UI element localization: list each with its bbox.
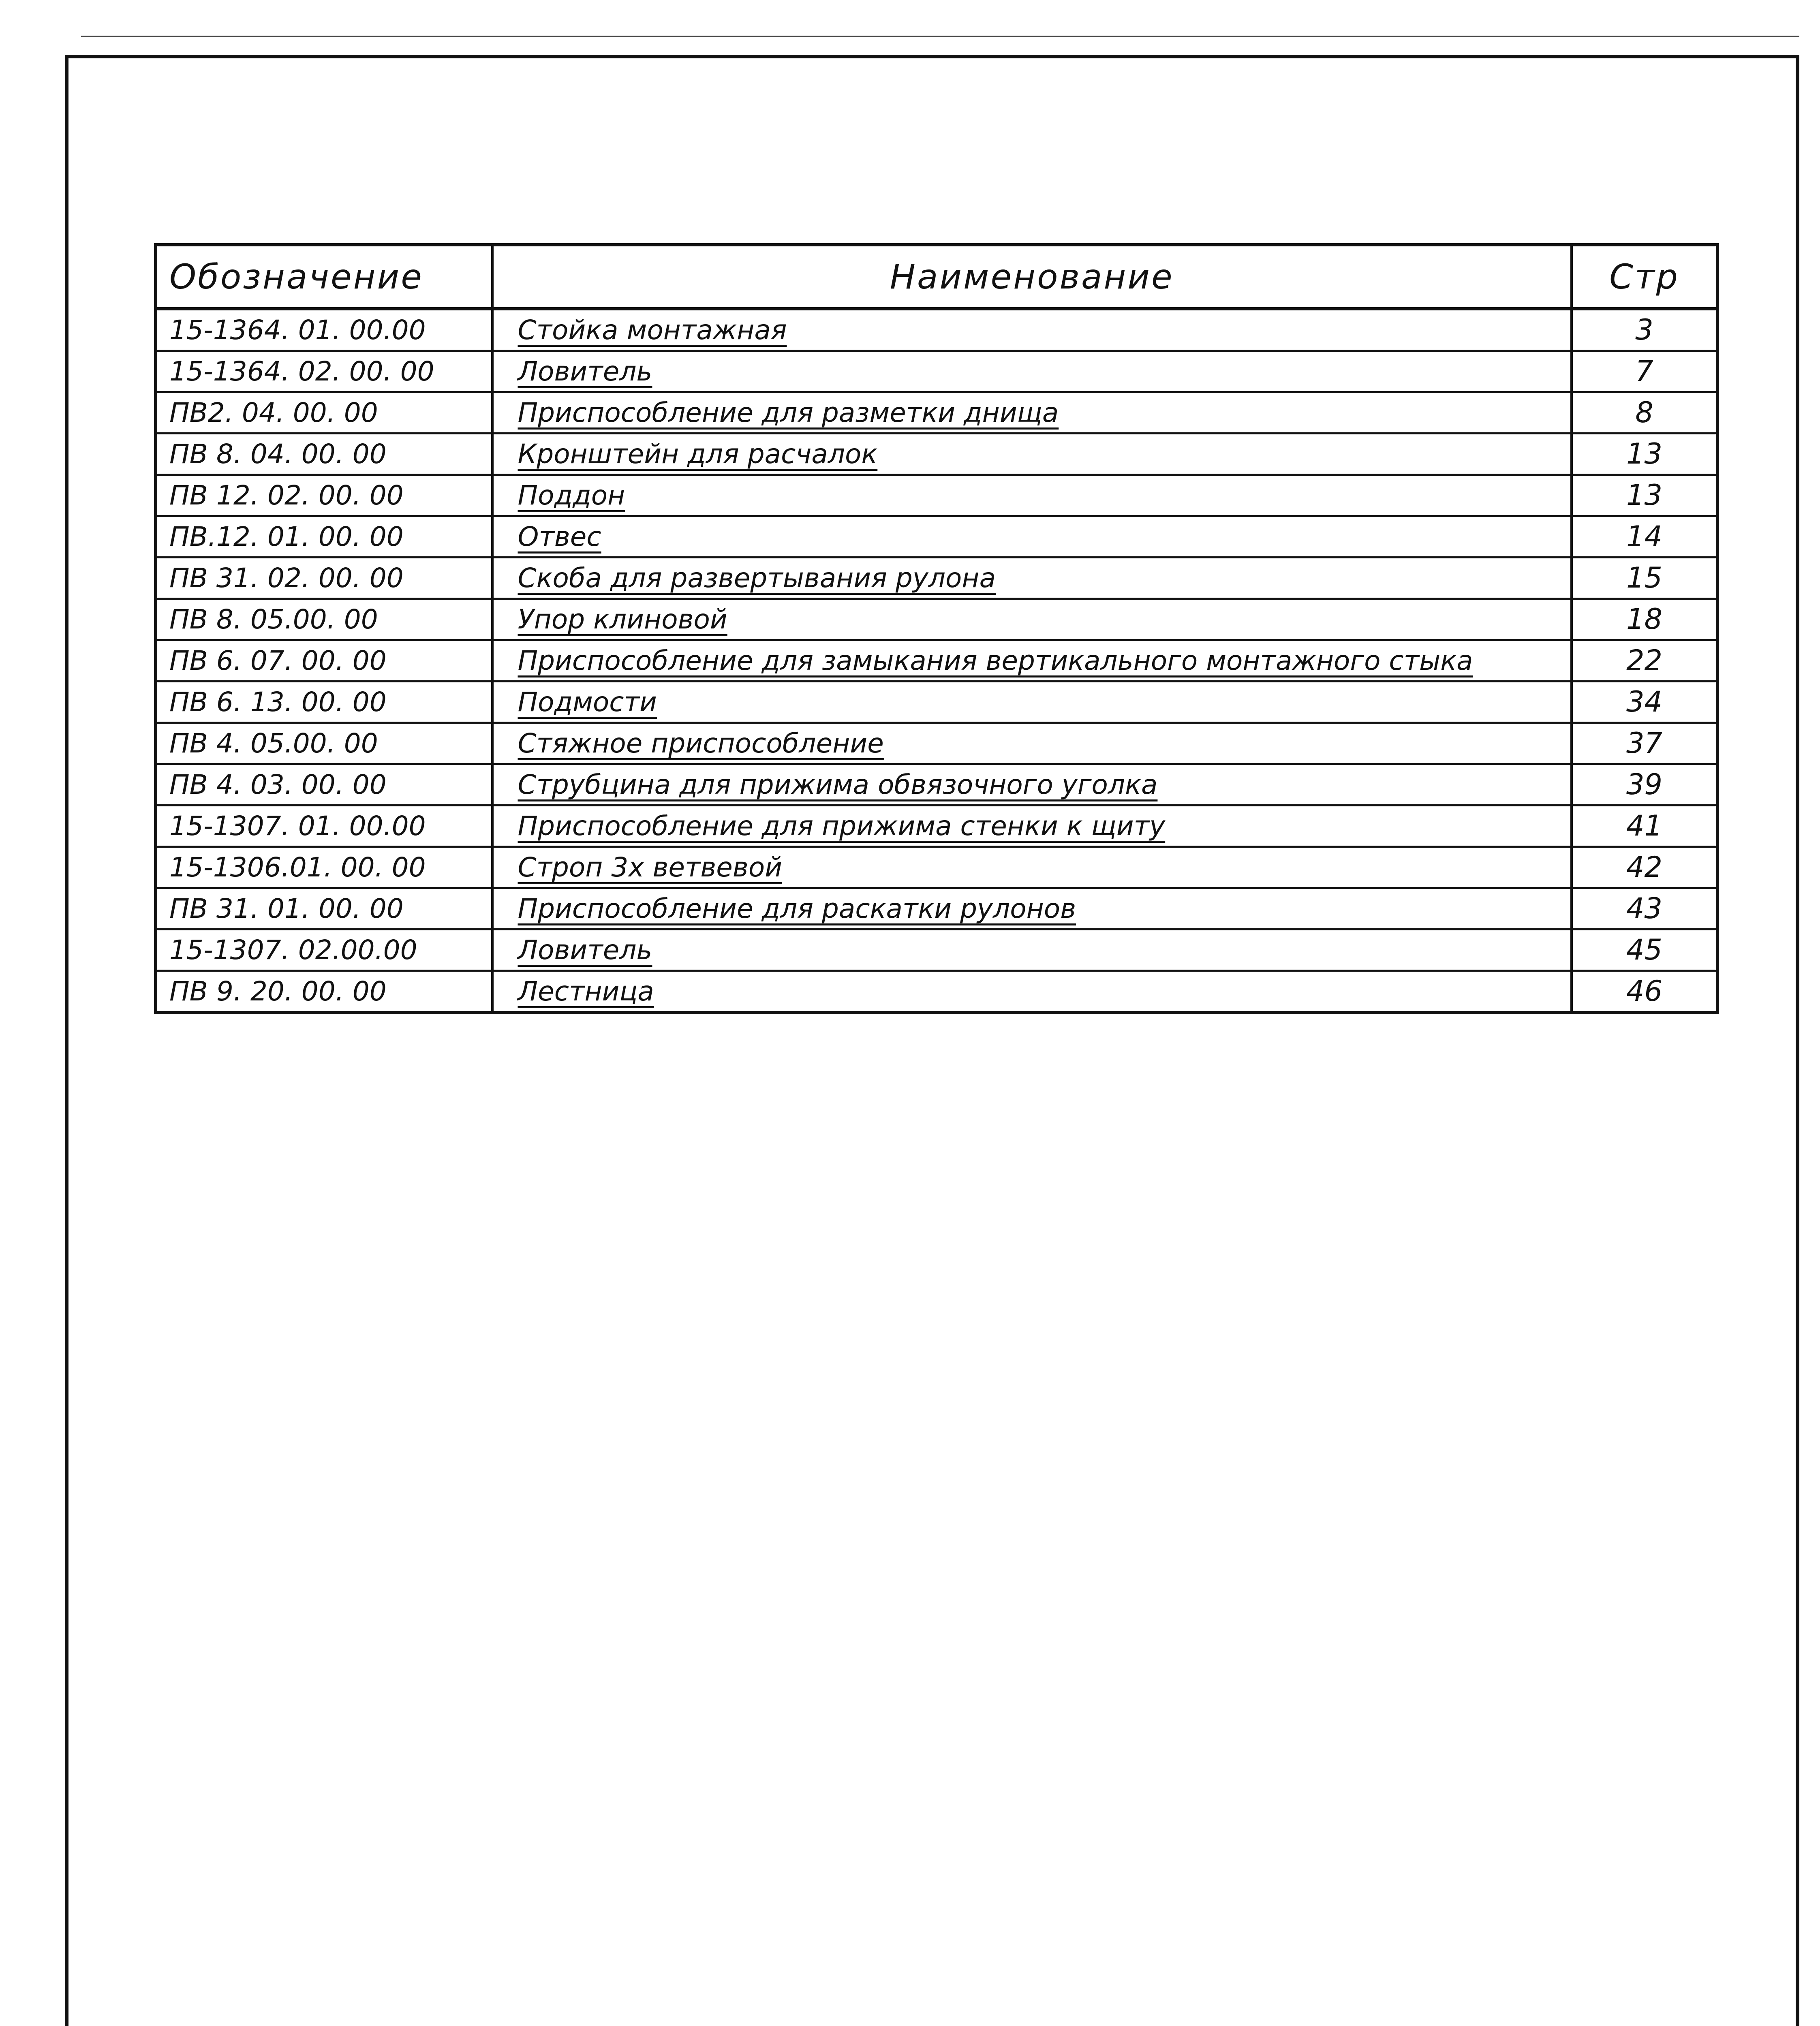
- header-name: Наименование: [492, 245, 1572, 309]
- row-name-cell: [492, 888, 1572, 930]
- table-row: [156, 764, 1717, 806]
- table-row: [156, 434, 1717, 475]
- row-name-cell: [492, 351, 1572, 392]
- table-header-row: [156, 245, 1717, 309]
- row-name-cell: [492, 392, 1572, 434]
- table-row: [156, 392, 1717, 434]
- table-row: [156, 309, 1717, 351]
- row-code: 15-1364. 02. 00. 00: [156, 351, 492, 392]
- row-name-cell: [492, 309, 1572, 351]
- row-name: Струбцина для прижима обвязочного уголка: [518, 769, 1158, 800]
- table-row: [156, 806, 1717, 847]
- table-row: [156, 599, 1717, 640]
- row-name: Приспособление для замыкания вертикального монтажного стыка: [518, 645, 1473, 676]
- row-page: 15: [1572, 558, 1717, 599]
- row-page: 41: [1572, 806, 1717, 847]
- header-code: Обозначение: [156, 245, 492, 309]
- row-name: Стойка монтажная: [518, 314, 787, 346]
- row-page: 7: [1572, 351, 1717, 392]
- row-code: ПВ 6. 13. 00. 00: [156, 682, 492, 723]
- row-page: 13: [1572, 434, 1717, 475]
- row-code: ПВ 6. 07. 00. 00: [156, 640, 492, 682]
- row-code: 15-1307. 02.00.00: [156, 930, 492, 971]
- row-name-cell: [492, 847, 1572, 888]
- row-name: Поддон: [518, 480, 625, 511]
- contents-table: [154, 243, 1719, 1014]
- table-row: [156, 930, 1717, 971]
- row-page: 37: [1572, 723, 1717, 764]
- row-code: ПВ 31. 02. 00. 00: [156, 558, 492, 599]
- row-name-cell: [492, 930, 1572, 971]
- row-name: Кронштейн для расчалок: [518, 438, 878, 470]
- header-page: Стр: [1572, 245, 1717, 309]
- row-name: Стяжное приспособление: [518, 728, 884, 759]
- row-page: 39: [1572, 764, 1717, 806]
- row-page: 22: [1572, 640, 1717, 682]
- row-name-cell: [492, 475, 1572, 516]
- row-page: 13: [1572, 475, 1717, 516]
- row-name: Отвес: [518, 521, 601, 552]
- row-page: 43: [1572, 888, 1717, 930]
- row-name: Приспособление для прижима стенки к щиту: [518, 810, 1166, 842]
- row-code: 15-1306.01. 00. 00: [156, 847, 492, 888]
- row-code: ПВ 31. 01. 00. 00: [156, 888, 492, 930]
- row-name-cell: [492, 558, 1572, 599]
- row-page: 45: [1572, 930, 1717, 971]
- table-row: [156, 723, 1717, 764]
- row-name-cell: [492, 640, 1572, 682]
- row-name: Скоба для развертывания рулона: [518, 562, 996, 594]
- row-code: ПВ 4. 03. 00. 00: [156, 764, 492, 806]
- row-name-cell: [492, 764, 1572, 806]
- row-name: Лестница: [518, 976, 654, 1007]
- row-page: 3: [1572, 309, 1717, 351]
- row-name: Приспособление для разметки днища: [518, 397, 1059, 428]
- row-name: Ловитель: [518, 934, 652, 966]
- row-code: ПВ 8. 04. 00. 00: [156, 434, 492, 475]
- row-page: 42: [1572, 847, 1717, 888]
- table-row: [156, 516, 1717, 558]
- row-code: ПВ 8. 05.00. 00: [156, 599, 492, 640]
- outer-top-line: [81, 36, 1799, 37]
- row-name: Приспособление для раскатки рулонов: [518, 893, 1076, 924]
- row-name-cell: [492, 434, 1572, 475]
- row-name-cell: [492, 806, 1572, 847]
- row-code: 15-1364. 01. 00.00: [156, 309, 492, 351]
- table-row: [156, 640, 1717, 682]
- table-row: [156, 888, 1717, 930]
- row-name-cell: [492, 599, 1572, 640]
- table-row: [156, 971, 1717, 1013]
- row-page: 46: [1572, 971, 1717, 1013]
- row-code: ПВ.12. 01. 00. 00: [156, 516, 492, 558]
- row-name: Строп 3х ветвевой: [518, 852, 783, 883]
- table-body: [156, 309, 1717, 1013]
- table-row: [156, 558, 1717, 599]
- row-name-cell: [492, 723, 1572, 764]
- row-page: 34: [1572, 682, 1717, 723]
- row-page: 8: [1572, 392, 1717, 434]
- row-name: Упор клиновой: [518, 604, 727, 635]
- row-code: ПВ 12. 02. 00. 00: [156, 475, 492, 516]
- table-row: [156, 475, 1717, 516]
- row-name: Подмости: [518, 686, 657, 718]
- row-code: ПВ 9. 20. 00. 00: [156, 971, 492, 1013]
- row-name-cell: [492, 971, 1572, 1013]
- row-name: Ловитель: [518, 356, 652, 387]
- table-row: [156, 682, 1717, 723]
- table-row: [156, 847, 1717, 888]
- table-row: [156, 351, 1717, 392]
- row-code: 15-1307. 01. 00.00: [156, 806, 492, 847]
- row-code: ПВ2. 04. 00. 00: [156, 392, 492, 434]
- row-page: 14: [1572, 516, 1717, 558]
- row-name-cell: [492, 682, 1572, 723]
- row-code: ПВ 4. 05.00. 00: [156, 723, 492, 764]
- row-page: 18: [1572, 599, 1717, 640]
- row-name-cell: [492, 516, 1572, 558]
